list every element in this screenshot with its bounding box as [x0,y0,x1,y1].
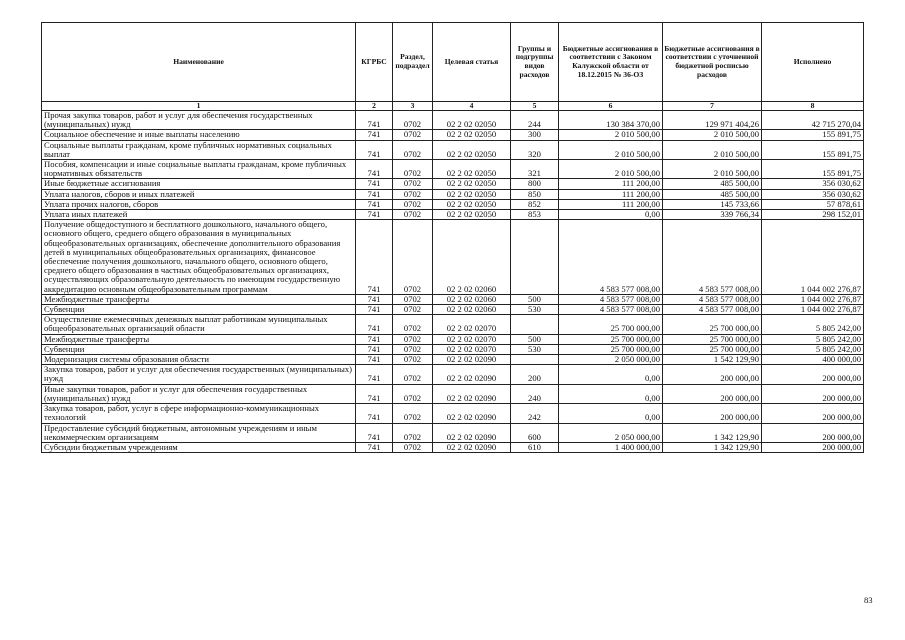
table-row [42,442,864,452]
cell-section: 0702 [393,179,433,189]
cell-group [511,355,559,365]
cell-done: 298 152,01 [762,210,864,220]
header-done: Исполнено [762,23,864,102]
cell-done: 200 000,00 [762,423,864,442]
page-number: 83 [864,595,873,605]
cell-refined: 200 000,00 [663,384,762,403]
cell-name: Модернизация системы образования области [42,355,356,365]
cell-target: 02 2 02 02050 [433,189,511,199]
table-row [42,294,864,304]
cell-name: Социальное обеспечение и иные выплаты населению [42,130,356,140]
cell-kgrbs: 741 [356,111,393,130]
cell-kgrbs: 741 [356,130,393,140]
column-number-row [42,102,864,111]
cell-group [511,315,559,334]
cell-target: 02 2 02 02050 [433,160,511,179]
cell-done: 42 715 270,04 [762,111,864,130]
column-number: 3 [393,102,433,111]
cell-group: 242 [511,404,559,423]
cell-refined: 25 700 000,00 [663,344,762,354]
cell-law: 0,00 [559,384,663,403]
cell-name: Социальные выплаты гражданам, кроме публичных нормативных социальных выплат [42,140,356,159]
cell-done: 200 000,00 [762,404,864,423]
cell-kgrbs: 741 [356,210,393,220]
cell-target: 02 2 02 02090 [433,423,511,442]
cell-done: 200 000,00 [762,365,864,384]
cell-name: Межбюджетные трансферты [42,294,356,304]
cell-kgrbs: 741 [356,294,393,304]
cell-done: 1 044 002 276,87 [762,294,864,304]
cell-section: 0702 [393,140,433,159]
cell-kgrbs: 741 [356,160,393,179]
cell-law: 25 700 000,00 [559,344,663,354]
table-row [42,210,864,220]
cell-kgrbs: 741 [356,365,393,384]
cell-section: 0702 [393,111,433,130]
cell-target: 02 2 02 02060 [433,305,511,315]
cell-section: 0702 [393,404,433,423]
cell-law: 2 050 000,00 [559,355,663,365]
cell-target: 02 2 02 02090 [433,404,511,423]
cell-name: Осуществление ежемесячных денежных выплат работникам муниципальных общеобразовательных организаций области [42,315,356,334]
cell-refined: 4 583 577 008,00 [663,220,762,295]
cell-group: 850 [511,189,559,199]
cell-kgrbs: 741 [356,423,393,442]
header-name: Наименование [42,23,356,102]
cell-refined: 2 010 500,00 [663,130,762,140]
cell-target: 02 2 02 02090 [433,355,511,365]
cell-group: 500 [511,294,559,304]
cell-name: Субвенции [42,305,356,315]
table-row [42,160,864,179]
cell-kgrbs: 741 [356,199,393,209]
cell-target: 02 2 02 02090 [433,384,511,403]
cell-kgrbs: 741 [356,140,393,159]
cell-target: 02 2 02 02050 [433,130,511,140]
cell-name: Уплата налогов, сборов и иных платежей [42,189,356,199]
cell-name: Уплата прочих налогов, сборов [42,199,356,209]
cell-kgrbs: 741 [356,442,393,452]
cell-section: 0702 [393,189,433,199]
table-row [42,305,864,315]
column-number: 2 [356,102,393,111]
cell-target: 02 2 02 02070 [433,334,511,344]
cell-section: 0702 [393,199,433,209]
cell-section: 0702 [393,220,433,295]
cell-law: 4 583 577 008,00 [559,294,663,304]
cell-name: Прочая закупка товаров, работ и услуг для обеспечения государственных (муниципальных) нужд [42,111,356,130]
cell-section: 0702 [393,315,433,334]
table-row [42,220,864,295]
cell-done: 1 044 002 276,87 [762,305,864,315]
cell-refined: 485 500,00 [663,189,762,199]
cell-group: 320 [511,140,559,159]
cell-kgrbs: 741 [356,315,393,334]
cell-law: 0,00 [559,365,663,384]
cell-target: 02 2 02 02060 [433,220,511,295]
cell-law: 0,00 [559,210,663,220]
table-row [42,365,864,384]
header-kgrbs: КГРБС [356,23,393,102]
table-row [42,334,864,344]
cell-name: Уплата иных платежей [42,210,356,220]
header-target: Целевая статья [433,23,511,102]
cell-target: 02 2 02 02050 [433,111,511,130]
cell-section: 0702 [393,210,433,220]
cell-kgrbs: 741 [356,220,393,295]
cell-refined: 1 342 129,90 [663,423,762,442]
cell-done: 200 000,00 [762,442,864,452]
cell-kgrbs: 741 [356,404,393,423]
column-number: 4 [433,102,511,111]
cell-done: 5 805 242,00 [762,344,864,354]
cell-section: 0702 [393,334,433,344]
cell-kgrbs: 741 [356,344,393,354]
cell-done: 356 030,62 [762,179,864,189]
cell-target: 02 2 02 02090 [433,365,511,384]
cell-law: 2 050 000,00 [559,423,663,442]
cell-name: Субвенции [42,344,356,354]
budget-execution-table [41,22,864,453]
cell-refined: 2 010 500,00 [663,160,762,179]
cell-done: 356 030,62 [762,189,864,199]
cell-law: 4 583 577 008,00 [559,305,663,315]
cell-done: 400 000,00 [762,355,864,365]
cell-refined: 200 000,00 [663,365,762,384]
cell-group: 800 [511,179,559,189]
cell-section: 0702 [393,423,433,442]
cell-law: 2 010 500,00 [559,160,663,179]
cell-group: 610 [511,442,559,452]
table-row [42,111,864,130]
header-law: Бюджетные ассигнования в соответствии с Законом Калужской области от 18.12.2015 № 36-ОЗ [559,23,663,102]
table-row [42,179,864,189]
cell-refined: 339 766,34 [663,210,762,220]
cell-refined: 25 700 000,00 [663,315,762,334]
cell-refined: 1 542 129,90 [663,355,762,365]
cell-law: 25 700 000,00 [559,315,663,334]
table-row [42,384,864,403]
cell-name: Получение общедоступного и бесплатного дошкольного, начального общего, основного общего, среднего общего образования в муниципальных общеобразовательных организациях, обеспечение дополнительного образования детей в муниципальных общеобразовательных организациях, финансовое обеспечение получения дошкольного, начального общего, основного общего, среднего общего образования в частных общеобразовательных организациях, осуществляющих образовательную деятельность по имеющим государственную аккредитацию основным общеобразовательным программам [42,220,356,295]
cell-name: Субсидии бюджетным учреждениям [42,442,356,452]
cell-section: 0702 [393,305,433,315]
cell-group [511,220,559,295]
cell-group: 321 [511,160,559,179]
column-number: 8 [762,102,864,111]
cell-law: 111 200,00 [559,189,663,199]
cell-kgrbs: 741 [356,334,393,344]
cell-name: Предоставление субсидий бюджетным, автономным учреждениям и иным некоммерческим организациям [42,423,356,442]
cell-done: 57 878,61 [762,199,864,209]
cell-target: 02 2 02 02050 [433,210,511,220]
table-row [42,355,864,365]
cell-law: 130 384 370,00 [559,111,663,130]
column-number: 6 [559,102,663,111]
cell-section: 0702 [393,130,433,140]
cell-law: 2 010 500,00 [559,140,663,159]
table-row [42,404,864,423]
cell-law: 111 200,00 [559,199,663,209]
column-number: 1 [42,102,356,111]
table-row [42,189,864,199]
cell-group: 530 [511,305,559,315]
table-row [42,130,864,140]
cell-refined: 1 342 129,90 [663,442,762,452]
cell-done: 5 805 242,00 [762,315,864,334]
cell-done: 155 891,75 [762,160,864,179]
cell-refined: 145 733,66 [663,199,762,209]
cell-group: 852 [511,199,559,209]
cell-law: 4 583 577 008,00 [559,220,663,295]
cell-kgrbs: 741 [356,189,393,199]
cell-group: 200 [511,365,559,384]
cell-law: 2 010 500,00 [559,130,663,140]
cell-group: 240 [511,384,559,403]
cell-kgrbs: 741 [356,355,393,365]
cell-kgrbs: 741 [356,384,393,403]
cell-done: 155 891,75 [762,130,864,140]
cell-group: 600 [511,423,559,442]
cell-section: 0702 [393,160,433,179]
header-row [42,23,864,102]
cell-group: 500 [511,334,559,344]
cell-done: 1 044 002 276,87 [762,220,864,295]
cell-name: Закупка товаров, работ, услуг в сфере информационно-коммуникационных технологий [42,404,356,423]
cell-target: 02 2 02 02050 [433,140,511,159]
cell-done: 155 891,75 [762,140,864,159]
table-row [42,315,864,334]
header-refined: Бюджетные ассигнования в соответствии с уточненной бюджетной росписью расходов [663,23,762,102]
table-body [42,111,864,453]
cell-refined: 4 583 577 008,00 [663,294,762,304]
cell-done: 200 000,00 [762,384,864,403]
cell-done: 5 805 242,00 [762,334,864,344]
table-row [42,199,864,209]
cell-target: 02 2 02 02070 [433,344,511,354]
column-number: 5 [511,102,559,111]
cell-law: 111 200,00 [559,179,663,189]
cell-section: 0702 [393,442,433,452]
cell-target: 02 2 02 02050 [433,199,511,209]
table-row [42,423,864,442]
cell-refined: 2 010 500,00 [663,140,762,159]
cell-refined: 485 500,00 [663,179,762,189]
header-groups: Группы и подгруппы видов расходов [511,23,559,102]
cell-target: 02 2 02 02070 [433,315,511,334]
cell-law: 1 400 000,00 [559,442,663,452]
table-row [42,140,864,159]
cell-refined: 25 700 000,00 [663,334,762,344]
cell-name: Закупка товаров, работ и услуг для обеспечения государственных (муниципальных) нужд [42,365,356,384]
header-section: Раздел, подраздел [393,23,433,102]
cell-name: Иные бюджетные ассигнования [42,179,356,189]
cell-name: Пособия, компенсации и иные социальные выплаты гражданам, кроме публичных нормативных обязательств [42,160,356,179]
cell-group: 530 [511,344,559,354]
cell-name: Иные закупки товаров, работ и услуг для обеспечения государственных (муниципальных) нужд [42,384,356,403]
table-row [42,344,864,354]
cell-section: 0702 [393,294,433,304]
cell-refined: 200 000,00 [663,404,762,423]
cell-kgrbs: 741 [356,179,393,189]
cell-section: 0702 [393,365,433,384]
cell-refined: 129 971 404,26 [663,111,762,130]
cell-group: 244 [511,111,559,130]
cell-target: 02 2 02 02090 [433,442,511,452]
cell-kgrbs: 741 [356,305,393,315]
cell-refined: 4 583 577 008,00 [663,305,762,315]
cell-law: 0,00 [559,404,663,423]
cell-section: 0702 [393,355,433,365]
cell-group: 300 [511,130,559,140]
cell-section: 0702 [393,384,433,403]
cell-name: Межбюджетные трансферты [42,334,356,344]
cell-target: 02 2 02 02060 [433,294,511,304]
cell-group: 853 [511,210,559,220]
cell-target: 02 2 02 02050 [433,179,511,189]
column-number: 7 [663,102,762,111]
cell-section: 0702 [393,344,433,354]
cell-law: 25 700 000,00 [559,334,663,344]
